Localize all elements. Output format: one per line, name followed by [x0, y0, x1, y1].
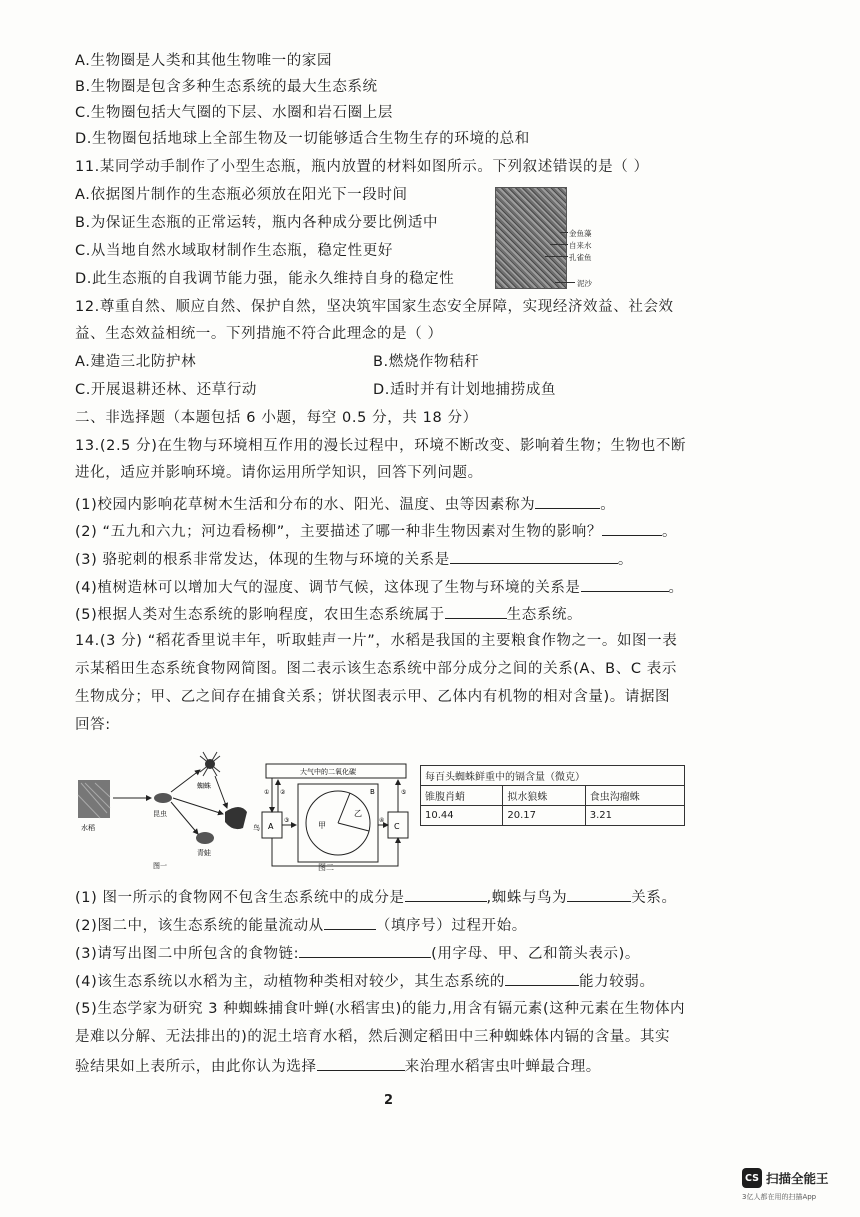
node-c-label: C	[394, 822, 400, 831]
table-title: 每百头蜘蛛鲜重中的镉含量（微克）	[421, 766, 685, 786]
q14-stem-1: 14.(3 分) “稻花香里说丰年，听取蛙声一片”，水稻是我国的主要粮食作物之一。如图一表	[75, 633, 678, 649]
frog-label: 青蛙	[197, 849, 211, 857]
pie-label-jia: 甲	[318, 821, 326, 830]
rice-label: 水稻	[81, 824, 95, 832]
q14-part-2	[75, 914, 527, 936]
step-2-label: ②	[280, 789, 286, 796]
answer-blank[interactable]	[299, 942, 431, 958]
q13-part-4: (4)植树造林可以增加大气的湿度、调节气候，这体现了生物与环境的关系是 。	[75, 576, 684, 598]
cs-logo-icon: CS	[742, 1168, 762, 1188]
insect-label: 昆虫	[153, 810, 167, 818]
answer-blank[interactable]	[405, 886, 487, 902]
q13-part-5-text: (5)根据人类对生态系统的影响程度，农田生态系统属于	[75, 607, 445, 623]
answer-blank[interactable]	[317, 1055, 405, 1071]
step-3-label: ③	[284, 817, 290, 824]
label-pointer	[560, 232, 568, 233]
q12-option-a: A.建造三北防护林	[75, 354, 197, 370]
q12-option-c: C.开展退耕还林、还草行动	[75, 382, 258, 398]
q14-part-1-suffix: 关系。	[631, 890, 677, 906]
scanner-logo	[742, 1168, 829, 1188]
table-cell: 3.21	[585, 806, 684, 826]
spider-image	[200, 752, 220, 776]
figure-2-caption: 图二	[318, 863, 334, 872]
food-web-diagram	[75, 750, 265, 870]
q10-option-d: D.生物圈包括地球上全部生物及一切能够适合生物生存的环境的总和	[75, 131, 530, 147]
section-2-heading: 二、非选择题（本题包括 6 小题，每空 0.5 分，共 18 分）	[75, 410, 478, 426]
pie-label-yi: 乙	[354, 809, 362, 818]
q10-option-b: B.生物圈是包含多种生态系统的最大生态系统	[75, 79, 378, 95]
q14-part-5-line-2: 是难以分解、无法排出的)的泥土培育水稻，然后测定稻田中三种蜘蛛体内镉的含量。其实	[75, 1029, 671, 1045]
q13-part-5-suffix: 生态系统。	[506, 607, 583, 623]
q14-stem-4: 回答:	[75, 717, 111, 733]
q13-part-3: (3) 骆驼刺的根系非常发达，体现的生物与环境的关系是 。	[75, 548, 633, 570]
q13-part-1: (1)校园内影响花草树木生活和分布的水、阳光、温度、虫等因素称为 。	[75, 493, 615, 515]
q14-part-3-suffix: (用字母、甲、乙和箭头表示)。	[431, 946, 640, 962]
label-pointer	[555, 282, 575, 283]
q14-part-5-text: 验结果如上表所示，由此你认为选择	[75, 1059, 317, 1075]
label-pointer	[545, 256, 568, 257]
q14-part-1-text: (1) 图一所示的食物网不包含生态系统中的成分是	[75, 890, 405, 906]
q14-part-3	[75, 942, 640, 964]
fig11-label-water: 自来水	[569, 241, 592, 250]
fig11-label-guppy: 孔雀鱼	[569, 253, 592, 262]
q10-option-c: C.生物圈包括大气圈的下层、水圈和岩石圈上层	[75, 105, 393, 121]
q11-stem: 11.某同学动手制作了小型生态瓶，瓶内放置的材料如图所示。下列叙述错误的是（ ）	[75, 159, 649, 175]
q14-part-1	[75, 886, 677, 908]
q11-option-d: D.此生态瓶的自我调节能力强，能永久维持自身的稳定性	[75, 271, 455, 287]
step-1-label: ①	[264, 789, 270, 796]
q12-stem-1: 12.尊重自然、顺应自然、保护自然，坚决筑牢国家生态安全屏障，实现经济效益、社会效	[75, 299, 674, 315]
q12-option-d: D.适时并有计划地捕捞成鱼	[373, 382, 557, 398]
q14-stem-3: 生物成分；甲、乙之间存在捕食关系；饼状图表示甲、乙体内有机物的相对含量)。请据图	[75, 689, 671, 705]
table-row	[421, 806, 685, 826]
q13-stem-1: 13.(2.5 分)在生物与环境相互作用的漫长过程中，环境不断改变、影响着生物；生物也不断	[75, 438, 687, 454]
ecosystem-relationship-diagram	[260, 760, 420, 872]
q14-part-2-suffix: （填序号）过程开始。	[375, 918, 527, 934]
q13-part-1-text: (1)校园内影响花草树木生活和分布的水、阳光、温度、虫等因素称为	[75, 497, 536, 513]
scanner-tagline: 3亿人都在用的扫描App	[742, 1193, 817, 1201]
q14-part-1-mid: ,蜘蛛与鸟为	[486, 890, 568, 906]
fig11-label-hornwort: 金鱼藻	[569, 229, 592, 238]
ecobottle-photo	[495, 187, 567, 289]
label-pointer	[550, 244, 568, 245]
bird-image	[225, 807, 247, 829]
q10-option-a: A.生物圈是人类和其他生物唯一的家园	[75, 53, 333, 69]
table-title-row	[421, 766, 685, 786]
spider-label: 蜘蛛	[197, 782, 211, 790]
q14-part-4-suffix: 能力较弱。	[579, 974, 655, 990]
step-4-label: ④	[379, 817, 385, 824]
answer-blank[interactable]	[567, 886, 631, 902]
atmosphere-co2-label: 大气中的二氧化碳	[300, 768, 356, 776]
q12-stem-2: 益、生态效益相统一。下列措施不符合此理念的是（ ）	[75, 326, 443, 342]
q13-part-4-text: (4)植树造林可以增加大气的湿度、调节气候，这体现了生物与环境的关系是	[75, 580, 581, 596]
answer-blank[interactable]	[535, 493, 600, 509]
frog-image	[196, 832, 214, 844]
q13-part-2-text: (2) “五九和六九；河边看杨柳”，主要描述了哪一种非生物因素对生物的影响？	[75, 524, 602, 540]
q14-stem-2: 示某稻田生态系统食物网简图。图二表示该生态系统中部分成分之间的关系(A、B、C 表示	[75, 661, 677, 677]
q14-part-3-text: (3)请写出图二中所包含的食物链:	[75, 946, 300, 962]
insect-image	[154, 793, 172, 803]
table-cell: 10.44	[421, 806, 503, 826]
q13-part-3-text: (3) 骆驼刺的根系非常发达，体现的生物与环境的关系是	[75, 552, 450, 568]
fig11-label-sand: 泥沙	[577, 279, 592, 288]
q11-option-c: C.从当地自然水域取材制作生态瓶，稳定性更好	[75, 243, 393, 259]
q13-part-2: (2) “五九和六九；河边看杨柳”，主要描述了哪一种非生物因素对生物的影响？ 。	[75, 520, 677, 542]
cadmium-content-table	[420, 765, 685, 826]
q13-stem-2: 进化，适应并影响环境。请你运用所学知识，回答下列问题。	[75, 465, 483, 481]
table-header-cell: 食虫沟瘤蛛	[585, 786, 684, 806]
answer-blank[interactable]	[581, 576, 669, 592]
q13-part-5	[75, 603, 582, 625]
q14-part-5-line-1: (5)生态学家为研究 3 种蜘蛛捕食叶蝉(水稻害虫)的能力,用含有镉元素(这种元素在生物体内	[75, 1001, 686, 1017]
figure-1-caption: 图一	[153, 862, 167, 870]
q11-option-a: A.依据图片制作的生态瓶必须放在阳光下一段时间	[75, 187, 408, 203]
q14-part-4-text: (4)该生态系统以水稻为主，动植物种类相对较少，其生态系统的	[75, 974, 506, 990]
step-5-label: ⑤	[401, 789, 407, 796]
q11-option-b: B.为保证生态瓶的正常运转，瓶内各种成分要比例适中	[75, 215, 439, 231]
q12-option-b: B.燃烧作物秸秆	[373, 354, 480, 370]
answer-blank[interactable]	[324, 914, 376, 930]
answer-blank[interactable]	[505, 970, 579, 986]
table-header-row	[421, 786, 685, 806]
q14-part-5-suffix: 来治理水稻害虫叶蝉最合理。	[404, 1059, 601, 1075]
answer-blank[interactable]	[445, 603, 507, 619]
page-number: 2	[384, 1093, 394, 1108]
node-a-label: A	[268, 822, 274, 831]
node-b-label: B	[370, 788, 375, 796]
q14-part-5-line-3	[75, 1055, 601, 1077]
table-header-cell: 锥腹肖蛸	[421, 786, 503, 806]
scanner-app-name: 扫描全能王	[766, 1171, 829, 1186]
q14-part-4	[75, 970, 655, 992]
bird-label: 鸟	[253, 824, 260, 832]
answer-blank[interactable]	[602, 520, 662, 536]
q14-part-2-text: (2)图二中，该生态系统的能量流动从	[75, 918, 324, 934]
table-cell: 20.17	[503, 806, 585, 826]
answer-blank[interactable]	[450, 548, 618, 564]
table-header-cell: 拟水狼蛛	[503, 786, 585, 806]
